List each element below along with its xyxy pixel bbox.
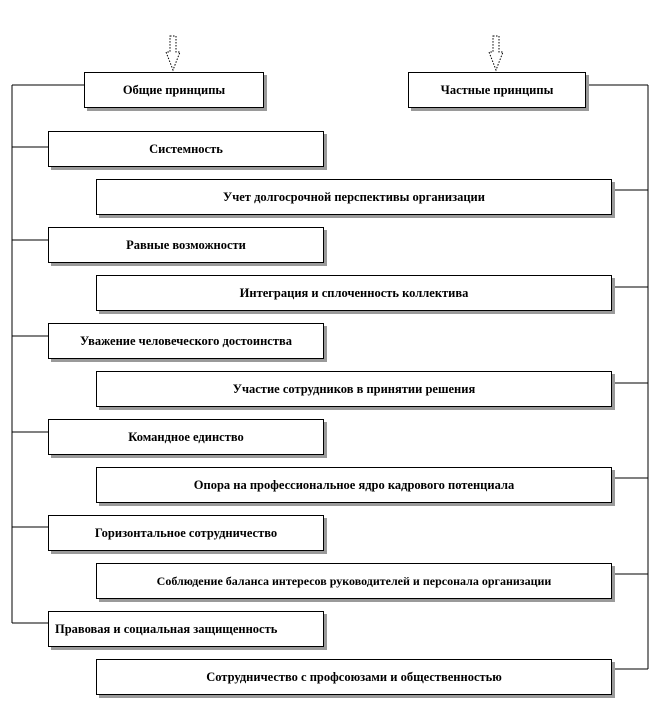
specific-principle-box: Соблюдение баланса интересов руководителей и персонала организации [96, 563, 612, 599]
general-principle-box: Горизонтальное сотрудничество [48, 515, 324, 551]
general-principle-box: Уважение человеческого достоинства [48, 323, 324, 359]
specific-principle-box: Участие сотрудников в принятии решения [96, 371, 612, 407]
down-arrow-icon [166, 36, 180, 70]
general-principle-box: Правовая и социальная защищенность [48, 611, 324, 647]
down-arrow-icon [489, 36, 503, 70]
general-principle-box: Равные возможности [48, 227, 324, 263]
general-principle-box: Командное единство [48, 419, 324, 455]
header-specific-principles: Частные принципы [408, 72, 586, 108]
specific-principle-box: Учет долгосрочной перспективы организации [96, 179, 612, 215]
specific-principle-box: Сотрудничество с профсоюзами и общественностью [96, 659, 612, 695]
general-principle-box: Системность [48, 131, 324, 167]
specific-principle-box: Опора на профессиональное ядро кадрового потенциала [96, 467, 612, 503]
header-general-principles: Общие принципы [84, 72, 264, 108]
specific-principle-box: Интеграция и сплоченность коллектива [96, 275, 612, 311]
